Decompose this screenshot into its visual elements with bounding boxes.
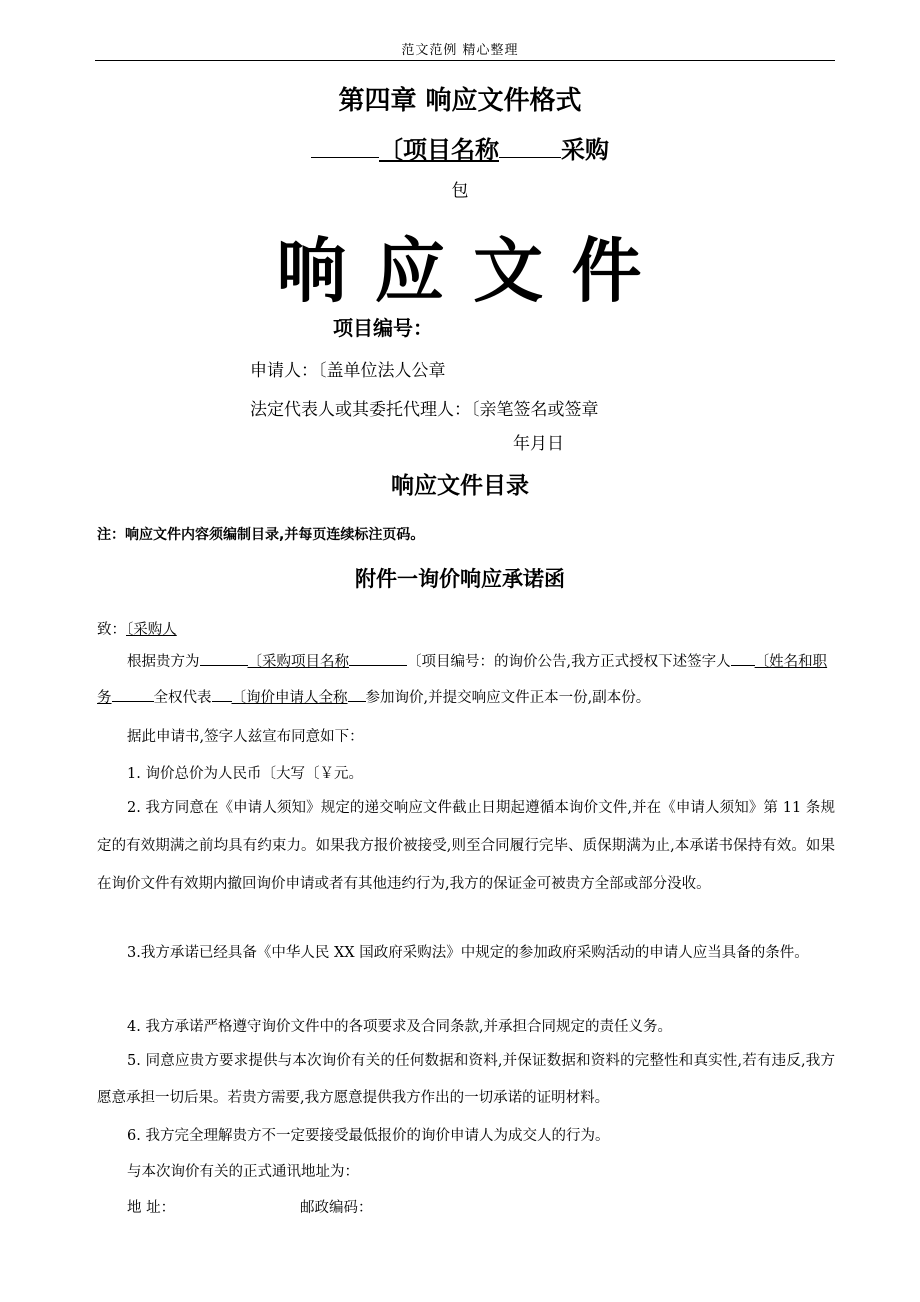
- project-name-placeholder: 〔项目名称: [379, 136, 499, 164]
- package-label: 包: [451, 181, 469, 201]
- blank-line: [212, 687, 232, 703]
- applicant-line: [250, 356, 446, 381]
- annex-title: 附件一询价响应承诺函: [355, 567, 565, 591]
- commitment-item-3: 3.我方承诺已经具备《中华人民 XX 国政府采购法》中规定的参加政府采购活动的申请人应当具备的条件。: [127, 945, 809, 961]
- date-label: 年月日: [513, 434, 564, 454]
- blank-line: [112, 687, 154, 703]
- toc-note: 注：响应文件内容须编制目录,并每页连续标注页码。: [97, 527, 425, 543]
- applicant-full-name-placeholder: 〔询价申请人全称: [231, 690, 348, 706]
- address-label: 地 址：: [127, 1200, 176, 1216]
- procurement-project-placeholder: 〔采购项目名称: [247, 654, 349, 670]
- name-and-title-placeholder: 〔姓名和职务: [97, 654, 828, 706]
- page-header-text: 范文范例 精心整理: [401, 43, 519, 58]
- letter-paragraph-declaration: 据此申请书,签字人兹宣布同意如下：: [127, 729, 364, 745]
- toc-title: 响应文件目录: [391, 473, 529, 499]
- legal-representative-line: [250, 395, 599, 420]
- blank-line: [731, 651, 755, 667]
- response-document-title: 响 应 文 件: [276, 230, 644, 312]
- commitment-item-1: 1. 询价总价为人民币〔大写〔￥元。: [127, 766, 363, 782]
- address-intro: 与本次询价有关的正式通讯地址为：: [127, 1164, 359, 1180]
- project-name-line: [0, 130, 920, 165]
- blank-line: [311, 133, 379, 158]
- commitment-item-6: 6. 我方完全理解贵方不一定要接受最低报价的询价申请人为成交人的行为。: [127, 1128, 610, 1144]
- legal-rep-signature-note: 〔亲笔签名或签章: [471, 400, 599, 420]
- addressee-placeholder: 〔采购人: [126, 622, 177, 638]
- blank-line: [348, 687, 366, 703]
- addressee-line: [97, 618, 177, 639]
- applicant-label: 申请人：: [250, 361, 318, 381]
- postcode-label: 邮政编码：: [300, 1200, 373, 1216]
- blank-line: [499, 133, 561, 158]
- addressee-label: 致：: [97, 622, 126, 638]
- blank-line: [200, 651, 248, 667]
- para1-text-g: 参加询价,并提交响应文件正本一份,副本份。: [365, 690, 651, 706]
- letter-paragraph-authorization: [97, 644, 835, 716]
- commitment-item-5: 5. 同意应贵方要求提供与本次询价有关的任何数据和资料,并保证数据和资料的完整性和真实性,若有违反,我方愿意承担一切后果。若贵方需要,我方愿意提供我方作出的一切承诺的证明材料。: [97, 1053, 835, 1106]
- project-number-label: 项目编号：: [333, 316, 433, 340]
- header-rule: [95, 60, 835, 61]
- legal-rep-label: 法定代表人或其委托代理人：: [250, 400, 471, 420]
- para1-text-c: 〔项目编号：的询价公告,我方正式授权下述签字人: [407, 654, 731, 670]
- para1-text-e: 全权代表: [153, 690, 212, 706]
- blank-line: [349, 651, 407, 667]
- procurement-label: 采购: [561, 136, 609, 164]
- commitment-item-4: 4. 我方承诺严格遵守询价文件中的各项要求及合同条款,并承担合同规定的责任义务。: [127, 1019, 673, 1035]
- commitment-item-2: 2. 我方同意在《申请人须知》规定的递交响应文件截止日期起遵循本询价文件,并在《申请人须知》第 11 条规定的有效期满之前均具有约束力。如果我方报价被接受,则至合同履行完毕、质保期满为止,本承诺书保持有效。如果在询价文件有效期内撤回询价申请或者有其他违约行为,我方的保证金可被贵方全部或部分没收。: [97, 800, 835, 892]
- applicant-seal-note: 〔盖单位法人公章: [318, 361, 446, 381]
- para1-text-a: 根据贵方为: [127, 654, 200, 670]
- chapter-title: 第四章 响应文件格式: [338, 86, 582, 116]
